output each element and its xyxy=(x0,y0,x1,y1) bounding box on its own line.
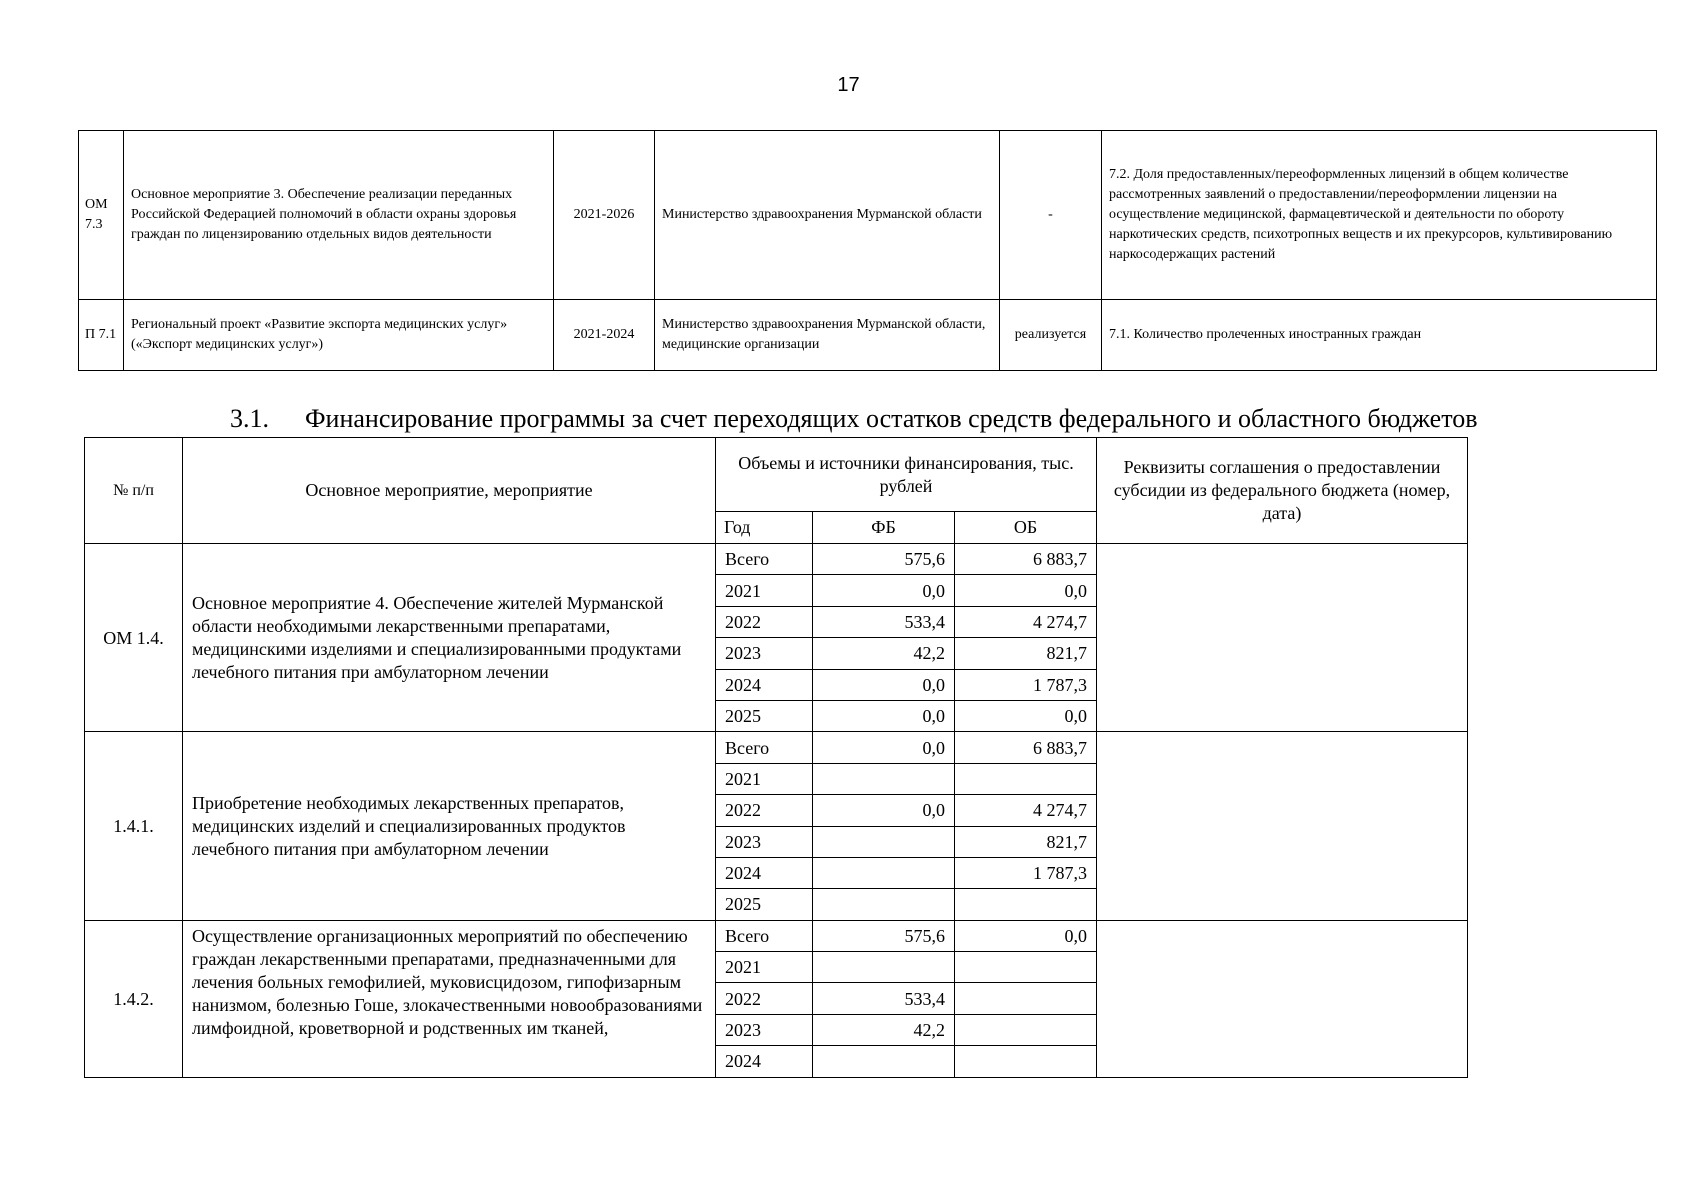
table-row xyxy=(85,920,1468,951)
year-cell: Всего xyxy=(716,732,813,763)
fb-cell xyxy=(813,952,955,983)
section-number: 3.1. xyxy=(230,404,269,433)
year-cell: Всего xyxy=(716,920,813,951)
ob-cell: 821,7 xyxy=(955,826,1097,857)
ob-cell: 6 883,7 xyxy=(955,544,1097,575)
year-cell: 2022 xyxy=(716,983,813,1014)
ob-cell: 1 787,3 xyxy=(955,857,1097,888)
activity-status: - xyxy=(1000,131,1102,300)
ob-cell: 4 274,7 xyxy=(955,606,1097,637)
ob-cell: 4 274,7 xyxy=(955,795,1097,826)
fb-cell: 0,0 xyxy=(813,575,955,606)
section-title: Финансирование программы за счет переходящих остатков средств федерального и областного бюджетов xyxy=(305,404,1478,433)
year-cell: 2022 xyxy=(716,606,813,637)
group-pp: 1.4.2. xyxy=(85,920,183,1077)
header-pp: № п/п xyxy=(85,438,183,544)
ob-cell: 0,0 xyxy=(955,700,1097,731)
requisites-cell xyxy=(1097,920,1468,1077)
year-cell: 2024 xyxy=(716,1046,813,1077)
year-cell: Всего xyxy=(716,544,813,575)
header-ob: ОБ xyxy=(955,512,1097,544)
fb-cell xyxy=(813,826,955,857)
ob-cell xyxy=(955,763,1097,794)
header-activity: Основное мероприятие, мероприятие xyxy=(183,438,716,544)
fb-cell xyxy=(813,763,955,794)
year-cell: 2025 xyxy=(716,889,813,920)
ob-cell xyxy=(955,1014,1097,1045)
table-row xyxy=(79,300,1657,371)
fb-cell: 533,4 xyxy=(813,606,955,637)
year-cell: 2024 xyxy=(716,857,813,888)
header-requisites: Реквизиты соглашения о предоставлении субсидии из федерального бюджета (номер, дата) xyxy=(1097,438,1468,544)
activity-name: Региональный проект «Развитие экспорта медицинских услуг» («Экспорт медицинских услуг») xyxy=(124,300,554,371)
table-row xyxy=(85,544,1468,575)
group-name: Приобретение необходимых лекарственных препаратов, медицинских изделий и специализированных продуктов лечебного питания при амбулаторном лечении xyxy=(183,732,716,920)
activity-indicator: 7.1. Количество пролеченных иностранных граждан xyxy=(1102,300,1657,371)
activity-period: 2021-2026 xyxy=(554,131,655,300)
ob-cell: 821,7 xyxy=(955,638,1097,669)
year-cell: 2021 xyxy=(716,763,813,794)
requisites-cell xyxy=(1097,544,1468,732)
fb-cell: 42,2 xyxy=(813,638,955,669)
activity-indicator: 7.2. Доля предоставленных/переоформленных лицензий в общем количестве рассмотренных заявлений о предоставлении/переоформлении лицензии на осуществление медицинской, фармацевтической и деятельности по обороту наркотических средств, психотропных веществ и их прекурсоров, культивированию наркосодержащих растений xyxy=(1102,131,1657,300)
activity-period: 2021-2024 xyxy=(554,300,655,371)
fb-cell xyxy=(813,889,955,920)
activity-executor: Министерство здравоохранения Мурманской области, медицинские организации xyxy=(655,300,1000,371)
page-number: 17 xyxy=(837,74,860,96)
fb-cell xyxy=(813,1046,955,1077)
activity-executor: Министерство здравоохранения Мурманской области xyxy=(655,131,1000,300)
ob-cell: 1 787,3 xyxy=(955,669,1097,700)
year-cell: 2021 xyxy=(716,952,813,983)
year-cell: 2021 xyxy=(716,575,813,606)
table-row xyxy=(79,131,1657,300)
group-name: Основное мероприятие 4. Обеспечение жителей Мурманской области необходимыми лекарственными препаратами, медицинскими изделиями и специализированными продуктами лечебного питания при амбулаторном лечении xyxy=(183,544,716,732)
fb-cell: 0,0 xyxy=(813,732,955,763)
ob-cell: 0,0 xyxy=(955,920,1097,951)
financing-table xyxy=(84,437,1468,1078)
fb-cell: 0,0 xyxy=(813,700,955,731)
group-name: Осуществление организационных мероприятий по обеспечению граждан лекарственными препаратами, предназначенными для лечения больных гемофилией, муковисцидозом, гипофизарным нанизмом, болезнью Гоше, злокачественными новообразованиями лимфоидной, кроветворной и родственных им тканей, xyxy=(183,920,716,1077)
year-cell: 2024 xyxy=(716,669,813,700)
activities-table xyxy=(78,130,1657,371)
group-pp: ОМ 1.4. xyxy=(85,544,183,732)
ob-cell: 6 883,7 xyxy=(955,732,1097,763)
ob-cell xyxy=(955,1046,1097,1077)
activity-code: П 7.1 xyxy=(79,300,124,371)
header-volumes: Объемы и источники финансирования, тыс. рублей xyxy=(716,438,1097,512)
requisites-cell xyxy=(1097,732,1468,920)
activity-name: Основное мероприятие 3. Обеспечение реализации переданных Российской Федерацией полномочий в области охраны здоровья граждан по лицензированию отдельных видов деятельности xyxy=(124,131,554,300)
fb-cell: 0,0 xyxy=(813,795,955,826)
activity-status: реализуется xyxy=(1000,300,1102,371)
section-heading xyxy=(230,404,1478,434)
year-cell: 2022 xyxy=(716,795,813,826)
ob-cell xyxy=(955,952,1097,983)
fb-cell: 575,6 xyxy=(813,920,955,951)
activity-code: ОМ 7.3 xyxy=(79,131,124,300)
year-cell: 2025 xyxy=(716,700,813,731)
table-row xyxy=(85,732,1468,763)
fb-cell: 533,4 xyxy=(813,983,955,1014)
ob-cell xyxy=(955,889,1097,920)
ob-cell xyxy=(955,983,1097,1014)
fb-cell: 575,6 xyxy=(813,544,955,575)
header-year: Год xyxy=(716,512,813,544)
ob-cell: 0,0 xyxy=(955,575,1097,606)
year-cell: 2023 xyxy=(716,638,813,669)
fb-cell: 0,0 xyxy=(813,669,955,700)
fb-cell: 42,2 xyxy=(813,1014,955,1045)
year-cell: 2023 xyxy=(716,826,813,857)
header-fb: ФБ xyxy=(813,512,955,544)
group-pp: 1.4.1. xyxy=(85,732,183,920)
fb-cell xyxy=(813,857,955,888)
year-cell: 2023 xyxy=(716,1014,813,1045)
